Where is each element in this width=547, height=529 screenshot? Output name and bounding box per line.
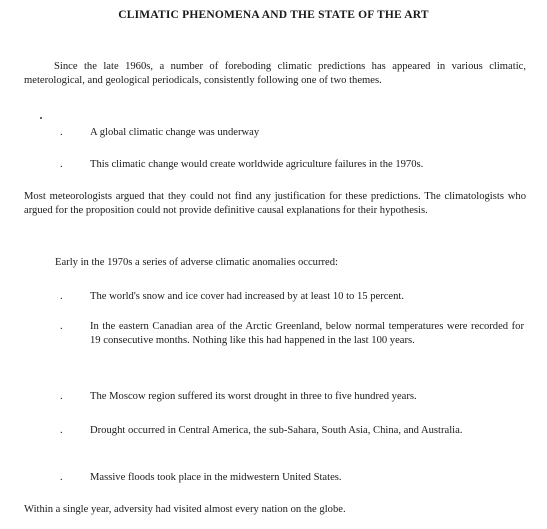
list-item bbox=[58, 471, 524, 485]
bullet-mark: . bbox=[60, 425, 63, 436]
bullet-mark: . bbox=[60, 391, 63, 402]
list-item-text: This climatic change would create worldwide agriculture failures in the 1970s. bbox=[90, 159, 424, 170]
list-item-text: Drought occurred in Central America, the sub-Sahara, South Asia, China, and Australia. bbox=[90, 425, 463, 436]
bullet-mark: . bbox=[60, 472, 63, 483]
list-item-text: Massive floods took place in the midwestern United States. bbox=[90, 472, 342, 483]
list-item-text: The world's snow and ice cover had increased by at least 10 to 15 percent. bbox=[90, 291, 405, 302]
list-item bbox=[58, 320, 524, 348]
list-item bbox=[58, 390, 524, 404]
intro-paragraph: Since the late 1960s, a number of foreboding climatic predictions has appeared in various climatic, meterological, and geological periodicals, consistently following one of two themes. bbox=[24, 61, 526, 87]
list-item bbox=[58, 424, 524, 438]
bullet-mark: . bbox=[60, 127, 63, 138]
list-item-text: The Moscow region suffered its worst drought in three to five hundred years. bbox=[90, 391, 417, 402]
meteorologists-paragraph: Most meteorologists argued that they could not find any justification for these predictions. The climatologists who argued for the proposition could not provide definitive causal explanations for their hypothesis. bbox=[24, 191, 526, 217]
list-item bbox=[58, 126, 526, 140]
anomalies-intro: Early in the 1970s a series of adverse climatic anomalies occurred: bbox=[55, 257, 338, 268]
list-item bbox=[58, 158, 526, 172]
scan-speck bbox=[40, 117, 42, 119]
list-item-text: In the eastern Canadian area of the Arctic Greenland, below normal temperatures were recorded for 19 consecutive months. Nothing like this had happened in the last 100 years. bbox=[90, 321, 524, 347]
bullet-mark: . bbox=[60, 291, 63, 302]
bullet-mark: . bbox=[60, 321, 63, 332]
page-title: CLIMATIC PHENOMENA AND THE STATE OF THE ART bbox=[118, 9, 429, 21]
list-item bbox=[58, 290, 524, 304]
closing-paragraph: Within a single year, adversity had visited almost every nation on the globe. bbox=[24, 504, 346, 515]
list-item-text: A global climatic change was underway bbox=[90, 127, 260, 138]
bullet-mark: . bbox=[60, 159, 63, 170]
